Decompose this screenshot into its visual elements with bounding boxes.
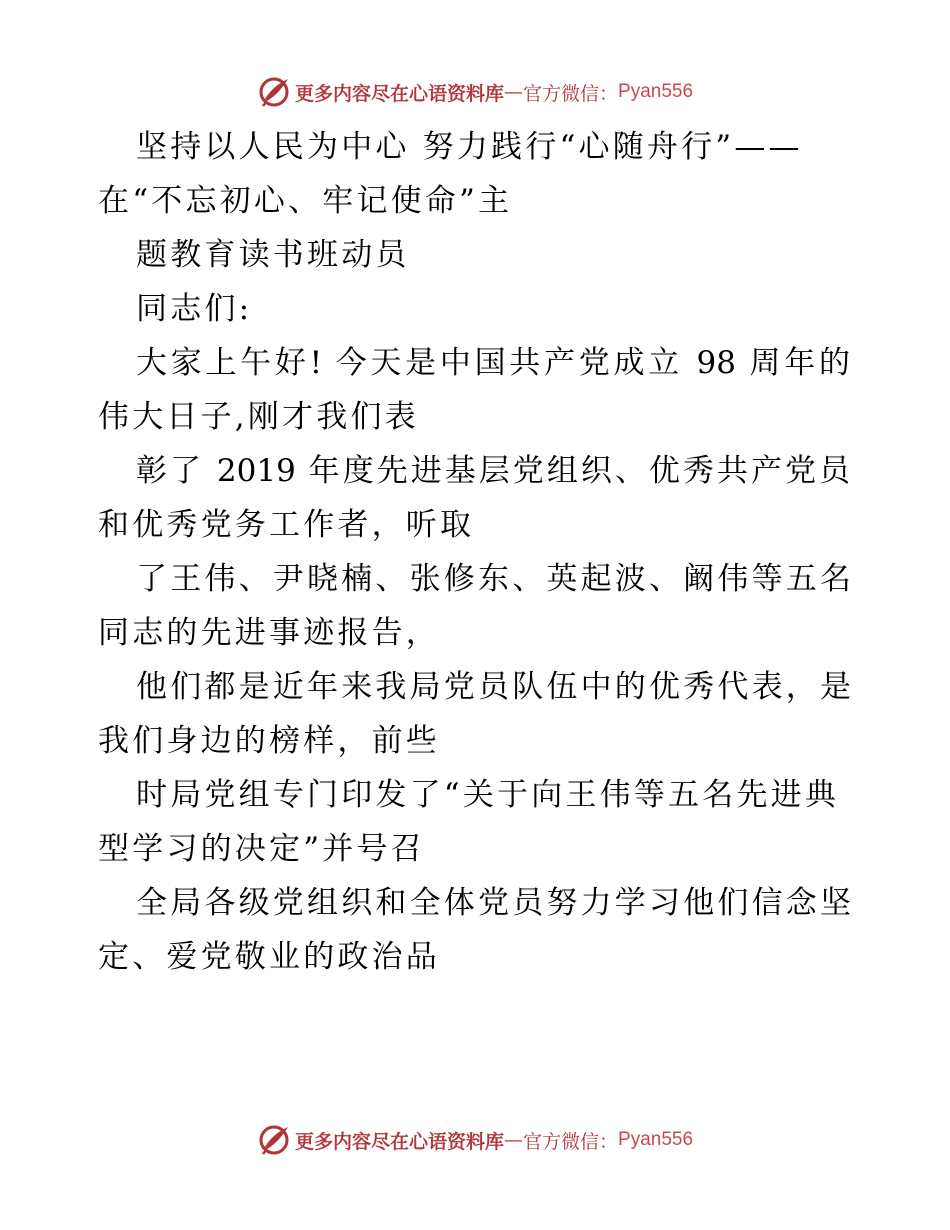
- doc-paragraph-line: 型学习的决定”并号召: [98, 831, 425, 867]
- doc-paragraph-line: 大家上午好! 今天是中国共产党成立 98 周年的: [136, 345, 850, 381]
- doc-paragraph-line: 和优秀党务工作者，听取: [98, 507, 475, 543]
- doc-paragraph-line: 全局各级党组织和全体党员努力学习他们信念坚: [136, 885, 855, 921]
- watermark-colon: ：: [599, 1130, 619, 1153]
- doc-paragraph-line: 了王伟、尹晓楠、张修东、英起波、阚伟等五名: [136, 561, 855, 597]
- quill-logo-icon: [257, 1123, 291, 1157]
- doc-title-line-1: 坚持以人民为中心 努力践行“心随舟行”——: [136, 129, 803, 165]
- footer-watermark: [0, 1120, 950, 1160]
- quill-logo-icon: [257, 75, 291, 109]
- watermark-subtitle: 官方微信: [522, 1130, 599, 1153]
- watermark-wechat-id: Pyan556: [618, 81, 694, 102]
- watermark-colon: ：: [599, 82, 619, 105]
- doc-paragraph-line: 他们都是近年来我局党员队伍中的优秀代表，是: [136, 669, 855, 705]
- watermark-subtitle: 官方微信: [522, 82, 599, 105]
- document-body: [98, 120, 855, 984]
- watermark-wechat-id: Pyan556: [618, 1129, 694, 1150]
- doc-paragraph-line: 彰了 2019 年度先进基层党组织、优秀共产党员: [136, 453, 850, 489]
- doc-paragraph-line: 伟大日子,刚才我们表: [98, 399, 419, 435]
- watermark-dash: —: [503, 1129, 523, 1151]
- watermark-title: 更多内容尽在心语资料库: [294, 82, 504, 105]
- doc-paragraph-line: 定、爱党敬业的政治品: [98, 939, 440, 975]
- doc-title-line-2: 在“不忘初心、牢记使命”主: [98, 183, 513, 219]
- doc-paragraph-line: 我们身边的榜样，前些: [98, 723, 440, 759]
- watermark-dash: —: [503, 81, 523, 103]
- doc-paragraph-line: 同志的先进事迹报告，: [98, 615, 440, 651]
- doc-salutation: 同志们:: [136, 291, 253, 327]
- doc-paragraph-line: 时局党组专门印发了“关于向王伟等五名先进典: [136, 777, 840, 813]
- header-watermark: [0, 72, 950, 112]
- doc-title-line-3: 题教育读书班动员: [136, 237, 410, 273]
- watermark-title: 更多内容尽在心语资料库: [294, 1130, 504, 1153]
